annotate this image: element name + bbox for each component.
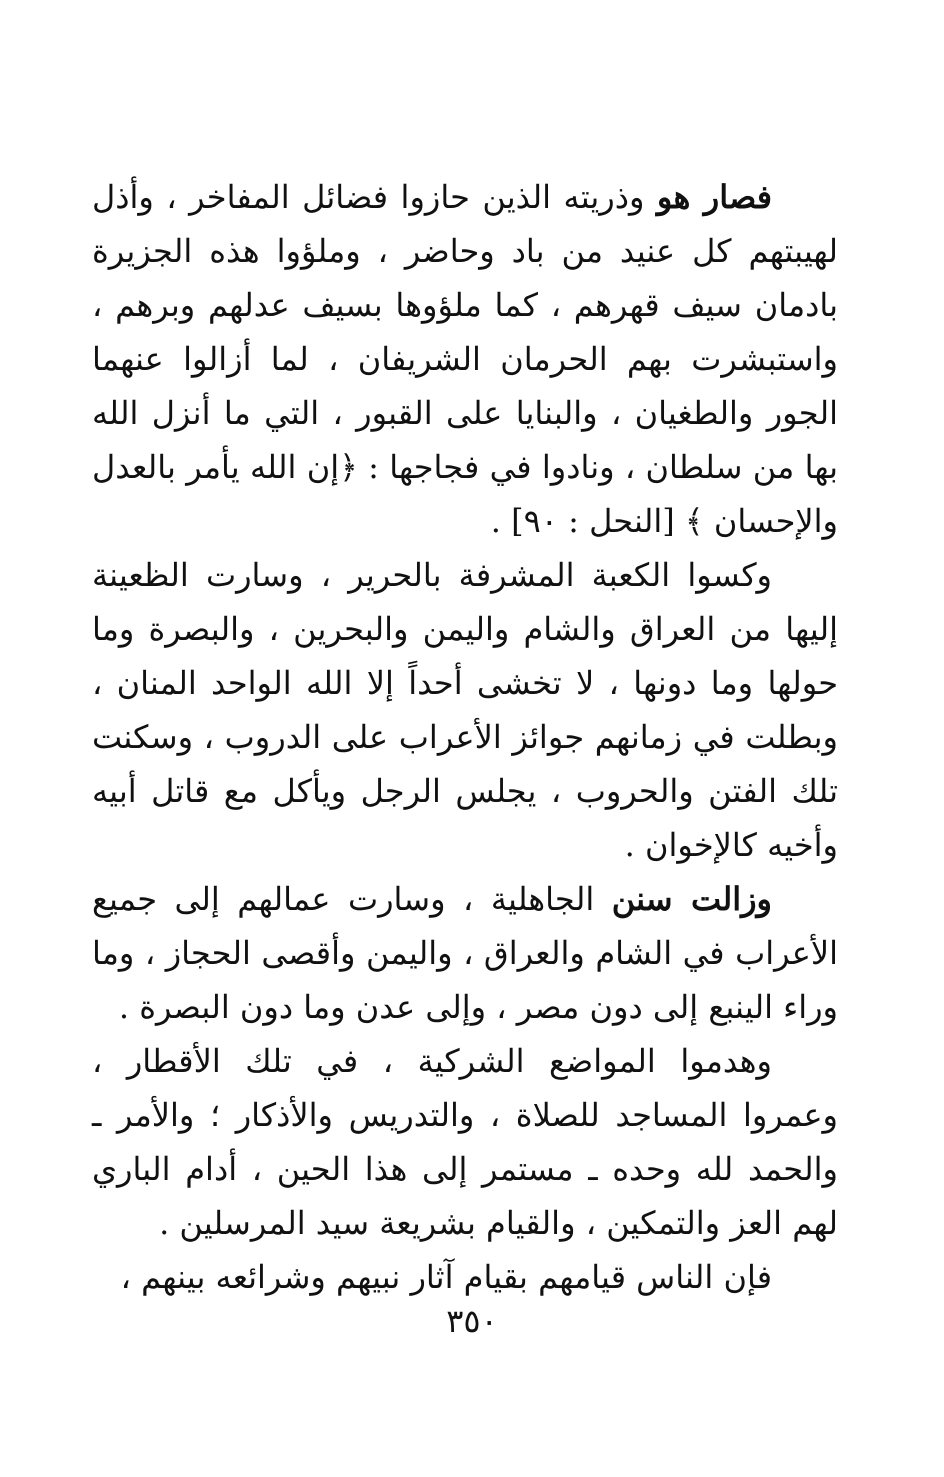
paragraph-3-text: الجاهلية ، وسارت عمالهم إلى جميع الأعراب في الشام والعراق ، واليمن وأقصى الحجاز ، وما وراء الينبع إلى دون مصر ، وإلى عدن وما دون البصرة . bbox=[92, 880, 838, 1026]
paragraph-5 bbox=[92, 1250, 838, 1304]
paragraph-1 bbox=[92, 170, 838, 548]
paragraph-1-lead: فصار هو bbox=[656, 178, 773, 216]
paragraph-3-lead: وزالت سنن bbox=[611, 880, 773, 918]
paragraph-1-text: وذريته الذين حازوا فضائل المفاخر ، وأذل لهيبتهم كل عنيد من باد وحاضر ، وملؤوا هذه الجزيرة بادمان سيف قهرهم ، كما ملؤوها بسيف عدلهم وبرهم ، واستبشرت بهم الحرمان الشريفان ، لما أزالوا عنهما الجور والطغيان ، والبنايا على القبور ، التي ما أنزل الله بها من سلطان ، ونادوا في فجاجها : ﴿إن الله يأمر بالعدل والإحسان ﴾ [النحل : ٩٠] . bbox=[92, 178, 839, 540]
paragraph-2 bbox=[92, 548, 838, 872]
paragraph-5-text: فإن الناس قيامهم بقيام آثار نبيهم وشرائعه بينهم ، bbox=[120, 1258, 772, 1296]
page-number: ٣٥٠ bbox=[446, 1302, 498, 1340]
paragraph-3 bbox=[92, 872, 838, 1034]
paragraph-2-text: وكسوا الكعبة المشرفة بالحرير ، وسارت الظعينة إليها من العراق والشام واليمن والبحرين ، والبصرة وما حولها وما دونها ، لا تخشى أحداً إلا الله الواحد المنان ، وبطلت في زمانهم جوائز الأعراب على الدروب ، وسكنت تلك الفتن والحروب ، يجلس الرجل ويأكل مع قاتل أبيه وأخيه كالإخوان . bbox=[92, 556, 839, 864]
body-text bbox=[92, 170, 838, 1304]
paragraph-4-text: وهدموا المواضع الشركية ، في تلك الأقطار ، وعمروا المساجد للصلاة ، والتدريس والأذكار ؛ والأمر ـ والحمد لله وحده ـ مستمر إلى هذا الحين ، أدام الباري لهم العز والتمكين ، والقيام بشريعة سيد المرسلين . bbox=[92, 1042, 838, 1242]
paragraph-4 bbox=[92, 1034, 838, 1250]
